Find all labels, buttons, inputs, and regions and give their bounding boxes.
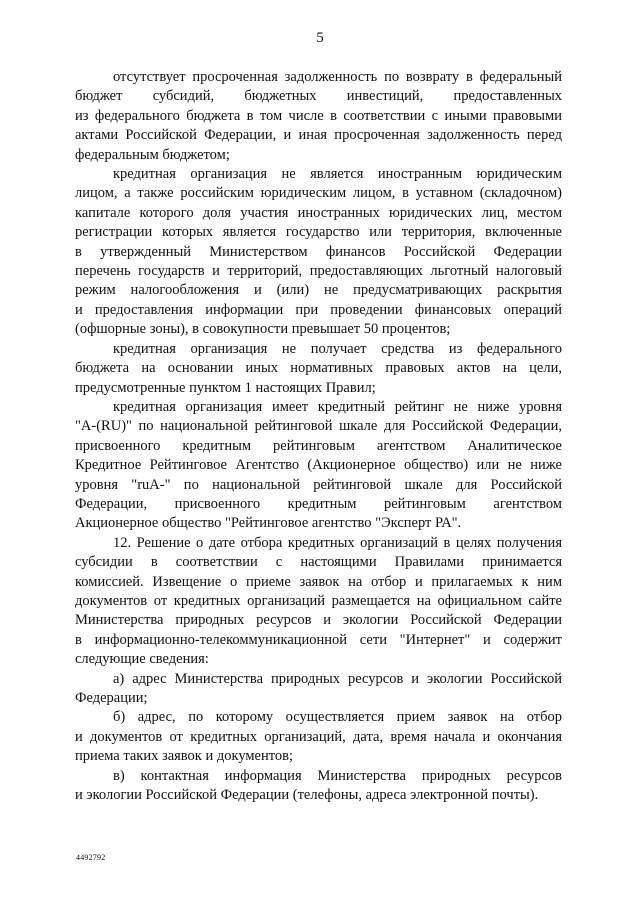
text-line: регистрации которых является государство или территория, включенные xyxy=(75,224,562,241)
text-line: Кредитное Рейтинговое Агентство (Акционерное общество) или не ниже xyxy=(75,457,562,474)
text-line: следующие сведения: xyxy=(75,651,209,668)
text-line: комиссией. Извещение о приеме заявок на отбор и прилагаемых к ним xyxy=(75,573,562,590)
paragraph xyxy=(75,670,562,709)
page-number: 5 xyxy=(316,30,324,46)
text-line: "A-(RU)" по национальной рейтинговой шкале для Российской Федерации, xyxy=(75,418,562,435)
text-line: Федерации; xyxy=(75,690,148,706)
text-line: кредитная организация не является иностранным юридическим xyxy=(113,166,562,183)
text-line: лицом, а также российским юридическим лицом, в уставном (складочном) xyxy=(75,185,562,202)
paragraph xyxy=(75,340,562,398)
text-line: (офшорные зоны), в совокупности превышает 50 процентов; xyxy=(75,321,451,338)
text-line: и документов от кредитных организаций, дата, время начала и окончания xyxy=(75,728,562,745)
text-line: б) адрес, по которому осуществляется прием заявок на отбор xyxy=(113,709,562,726)
text-line: перечень государств и территорий, предоставляющих льготный налоговый xyxy=(75,263,562,280)
paragraph xyxy=(75,68,562,165)
text-line: а) адрес Министерства природных ресурсов и экологии Российской xyxy=(113,670,562,687)
document-body xyxy=(75,68,562,805)
text-line: Федерации, присвоенного кредитным рейтинговым агентством xyxy=(75,495,562,512)
text-line: уровня "ruA-" по национальной рейтинговой шкале для Российской xyxy=(75,476,562,493)
text-line: в утвержденный Министерством финансов Российской Федерации xyxy=(75,243,562,260)
text-line: федеральным бюджетом; xyxy=(75,146,230,163)
text-line: бюджета на основании иных нормативных правовых актов на цели, xyxy=(75,360,562,377)
text-line: Министерства природных ресурсов и экологии Российской Федерации xyxy=(75,612,562,629)
text-line: документов от кредитных организаций размещается на официальном сайте xyxy=(75,592,562,609)
paragraph xyxy=(75,398,562,534)
text-line: кредитная организация не получает средства из федерального xyxy=(113,340,562,357)
document-id: 4492792 xyxy=(76,853,106,862)
text-line: из федерального бюджета в том числе в соответствии с иными правовыми xyxy=(75,107,562,124)
text-line: в) контактная информация Министерства природных ресурсов xyxy=(113,767,562,784)
text-line: режим налогообложения и (или) не предусматривающих раскрытия xyxy=(75,282,562,299)
text-line: приема таких заявок и документов; xyxy=(75,748,294,765)
text-line: бюджет субсидий, бюджетных инвестиций, предоставленных xyxy=(75,88,562,105)
text-line: присвоенного кредитным рейтинговым агентством Аналитическое xyxy=(75,437,562,454)
text-line: отсутствует просроченная задолженность по возврату в федеральный xyxy=(113,69,562,85)
paragraph xyxy=(75,767,562,806)
text-line: субсидии в соответствии с настоящими Правилами принимается xyxy=(75,554,562,571)
text-line: актами Российской Федерации, и иная просроченная задолженность перед xyxy=(75,127,562,144)
paragraph xyxy=(75,165,562,340)
text-line: кредитная организация имеет кредитный рейтинг не ниже уровня xyxy=(113,398,562,415)
paragraph xyxy=(75,534,562,670)
text-line: 12. Решение о дате отбора кредитных организаций в целях получения xyxy=(113,534,562,551)
text-line: Акционерное общество "Рейтинговое агентство "Эксперт РА". xyxy=(75,515,462,532)
text-line: капитале которого доля участия иностранных юридических лиц, местом xyxy=(75,204,562,221)
text-line: и предоставления информации при проведении финансовых операций xyxy=(75,301,562,318)
text-line: предусмотренные пунктом 1 настоящих Правил; xyxy=(75,379,376,396)
text-line: и экологии Российской Федерации (телефоны, адреса электронной почты). xyxy=(75,787,539,804)
paragraph xyxy=(75,708,562,766)
text-line: в информационно-телекоммуникационной сети "Интернет" и содержит xyxy=(75,631,562,648)
